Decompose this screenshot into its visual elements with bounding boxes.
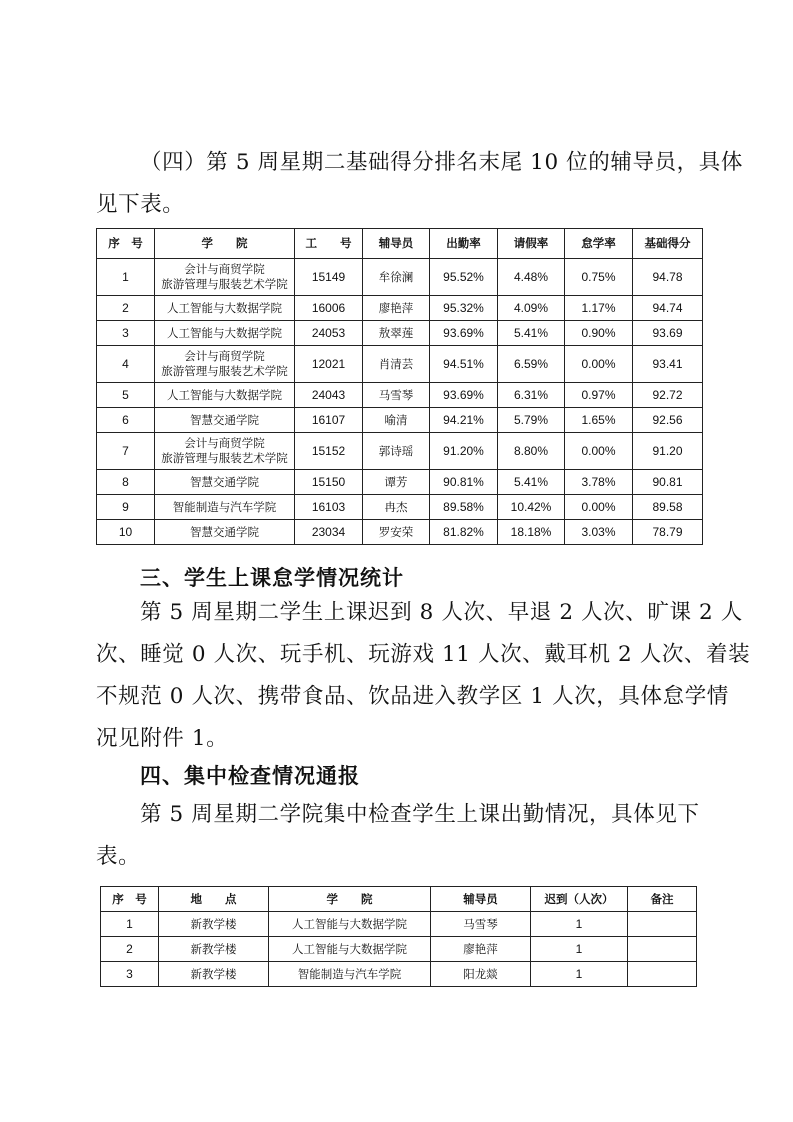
truancy-rate: 3.03% — [565, 520, 633, 545]
header-cell: 出勤率 — [430, 229, 498, 259]
row-number: 1 — [101, 912, 159, 937]
counselor-name: 牟徐澜 — [363, 259, 430, 296]
base-score: 93.41 — [633, 346, 703, 383]
section-3-line-1: 第 5 周星期二学生上课迟到 8 人次、早退 2 人次、旷课 2 人 — [140, 600, 743, 625]
base-score: 94.74 — [633, 296, 703, 321]
counselor-name: 阳龙燚 — [431, 962, 531, 987]
staff-id: 15152 — [295, 433, 363, 470]
table-row — [97, 383, 703, 408]
staff-id: 16103 — [295, 495, 363, 520]
college-cell: 人工智能与大数据学院 — [155, 321, 295, 346]
section-3-line-3: 不规范 0 人次、携带食品、饮品进入教学区 1 人次，具体怠学情 — [96, 684, 729, 709]
college-line: 旅游管理与服装艺术学院 — [161, 364, 288, 378]
table-row — [97, 296, 703, 321]
leave-rate: 18.18% — [498, 520, 565, 545]
row-number: 8 — [97, 470, 155, 495]
counselor-name: 罗安荣 — [363, 520, 430, 545]
table-row — [97, 520, 703, 545]
row-number: 9 — [97, 495, 155, 520]
truancy-rate: 0.97% — [565, 383, 633, 408]
counselor-name: 喻清 — [363, 408, 430, 433]
table-row — [97, 259, 703, 296]
late-count: 1 — [531, 962, 628, 987]
truancy-rate: 0.00% — [565, 433, 633, 470]
header-cell: 基础得分 — [633, 229, 703, 259]
attendance-rate: 94.21% — [430, 408, 498, 433]
staff-id: 15150 — [295, 470, 363, 495]
row-number: 6 — [97, 408, 155, 433]
staff-id: 16107 — [295, 408, 363, 433]
base-score: 92.56 — [633, 408, 703, 433]
truancy-rate: 0.75% — [565, 259, 633, 296]
base-score: 91.20 — [633, 433, 703, 470]
truancy-rate: 0.90% — [565, 321, 633, 346]
counselor-name: 肖清芸 — [363, 346, 430, 383]
header-cell: 辅导员 — [431, 887, 531, 912]
intro-paragraph — [96, 142, 743, 226]
leave-rate: 4.48% — [498, 259, 565, 296]
truancy-rate: 3.78% — [565, 470, 633, 495]
attendance-rate: 95.32% — [430, 296, 498, 321]
college-cell: 智慧交通学院 — [155, 408, 295, 433]
college-cell: 智慧交通学院 — [155, 520, 295, 545]
college-cell — [155, 433, 295, 470]
attendance-rate: 81.82% — [430, 520, 498, 545]
header-cell: 学 院 — [269, 887, 431, 912]
college-line: 旅游管理与服装艺术学院 — [161, 277, 288, 291]
leave-rate: 5.41% — [498, 470, 565, 495]
attendance-rate: 93.69% — [430, 321, 498, 346]
section-4-heading: 四、集中检查情况通报 — [140, 764, 360, 788]
college-cell: 智能制造与汽车学院 — [155, 495, 295, 520]
header-cell: 请假率 — [498, 229, 565, 259]
note-cell — [628, 962, 697, 987]
college-cell — [155, 259, 295, 296]
truancy-rate: 0.00% — [565, 495, 633, 520]
counselor-name: 马雪琴 — [431, 912, 531, 937]
base-score: 89.58 — [633, 495, 703, 520]
row-number: 2 — [101, 937, 159, 962]
counselor-name: 冉杰 — [363, 495, 430, 520]
table-row — [101, 962, 697, 987]
header-cell: 迟到（人次） — [531, 887, 628, 912]
counselor-name: 廖艳萍 — [431, 937, 531, 962]
table-row — [101, 937, 697, 962]
row-number: 5 — [97, 383, 155, 408]
college-cell: 人工智能与大数据学院 — [155, 296, 295, 321]
college-line: 旅游管理与服装艺术学院 — [161, 451, 288, 465]
counselor-name: 廖艳萍 — [363, 296, 430, 321]
college-cell — [155, 346, 295, 383]
header-cell: 序 号 — [101, 887, 159, 912]
base-score: 78.79 — [633, 520, 703, 545]
table-row — [97, 470, 703, 495]
attendance-rate: 90.81% — [430, 470, 498, 495]
inspection-table — [100, 886, 697, 987]
attendance-rate: 89.58% — [430, 495, 498, 520]
header-cell: 辅导员 — [363, 229, 430, 259]
leave-rate: 10.42% — [498, 495, 565, 520]
header-cell: 序 号 — [97, 229, 155, 259]
base-score: 94.78 — [633, 259, 703, 296]
college-cell: 人工智能与大数据学院 — [155, 383, 295, 408]
row-number: 4 — [97, 346, 155, 383]
section-3-paragraph — [96, 592, 751, 760]
section-4-line-2: 表。 — [96, 844, 141, 869]
staff-id: 15149 — [295, 259, 363, 296]
section-3-line-4: 况见附件 1。 — [96, 726, 229, 751]
header-cell: 学 院 — [155, 229, 295, 259]
section-4-paragraph — [96, 794, 702, 878]
header-cell: 地 点 — [159, 887, 269, 912]
table-header-row — [97, 229, 703, 259]
truancy-rate: 0.00% — [565, 346, 633, 383]
college-cell: 人工智能与大数据学院 — [269, 937, 431, 962]
header-cell: 怠学率 — [565, 229, 633, 259]
late-count: 1 — [531, 937, 628, 962]
row-number: 7 — [97, 433, 155, 470]
table-row — [97, 495, 703, 520]
college-cell: 智能制造与汽车学院 — [269, 962, 431, 987]
table-row — [97, 408, 703, 433]
staff-id: 12021 — [295, 346, 363, 383]
leave-rate: 5.79% — [498, 408, 565, 433]
table-row — [101, 912, 697, 937]
counselor-name: 郭诗瑶 — [363, 433, 430, 470]
section-3-heading: 三、学生上课怠学情况统计 — [140, 566, 404, 590]
place-cell: 新教学楼 — [159, 912, 269, 937]
header-cell: 工 号 — [295, 229, 363, 259]
staff-id: 24043 — [295, 383, 363, 408]
base-score: 92.72 — [633, 383, 703, 408]
base-score: 90.81 — [633, 470, 703, 495]
staff-id: 24053 — [295, 321, 363, 346]
row-number: 10 — [97, 520, 155, 545]
section-4-line-1: 第 5 周星期二学院集中检查学生上课出勤情况，具体见下 — [140, 802, 700, 827]
leave-rate: 8.80% — [498, 433, 565, 470]
table-row — [97, 433, 703, 470]
college-line: 会计与商贸学院 — [184, 349, 265, 363]
place-cell: 新教学楼 — [159, 962, 269, 987]
leave-rate: 6.59% — [498, 346, 565, 383]
intro-line-1: （四）第 5 周星期二基础得分排名末尾 10 位的辅导员，具体 — [140, 150, 743, 175]
place-cell: 新教学楼 — [159, 937, 269, 962]
attendance-rate: 93.69% — [430, 383, 498, 408]
section-3-line-2: 次、睡觉 0 人次、玩手机、玩游戏 11 人次、戴耳机 2 人次、着装 — [96, 642, 751, 667]
counselor-name: 谭芳 — [363, 470, 430, 495]
college-line: 会计与商贸学院 — [184, 436, 265, 450]
row-number: 3 — [97, 321, 155, 346]
college-cell: 智慧交通学院 — [155, 470, 295, 495]
truancy-rate: 1.65% — [565, 408, 633, 433]
table-header-row — [101, 887, 697, 912]
counselor-name: 敖翠莲 — [363, 321, 430, 346]
leave-rate: 6.31% — [498, 383, 565, 408]
counselor-name: 马雪琴 — [363, 383, 430, 408]
table-row — [97, 346, 703, 383]
staff-id: 16006 — [295, 296, 363, 321]
note-cell — [628, 937, 697, 962]
attendance-rate: 94.51% — [430, 346, 498, 383]
row-number: 3 — [101, 962, 159, 987]
table-row — [97, 321, 703, 346]
leave-rate: 4.09% — [498, 296, 565, 321]
attendance-rate: 91.20% — [430, 433, 498, 470]
staff-id: 23034 — [295, 520, 363, 545]
intro-line-2: 见下表。 — [96, 192, 185, 217]
row-number: 1 — [97, 259, 155, 296]
truancy-rate: 1.17% — [565, 296, 633, 321]
row-number: 2 — [97, 296, 155, 321]
college-line: 会计与商贸学院 — [184, 262, 265, 276]
header-cell: 备注 — [628, 887, 697, 912]
base-score: 93.69 — [633, 321, 703, 346]
leave-rate: 5.41% — [498, 321, 565, 346]
attendance-rate: 95.52% — [430, 259, 498, 296]
note-cell — [628, 912, 697, 937]
counselor-ranking-table — [96, 228, 703, 545]
late-count: 1 — [531, 912, 628, 937]
college-cell: 人工智能与大数据学院 — [269, 912, 431, 937]
